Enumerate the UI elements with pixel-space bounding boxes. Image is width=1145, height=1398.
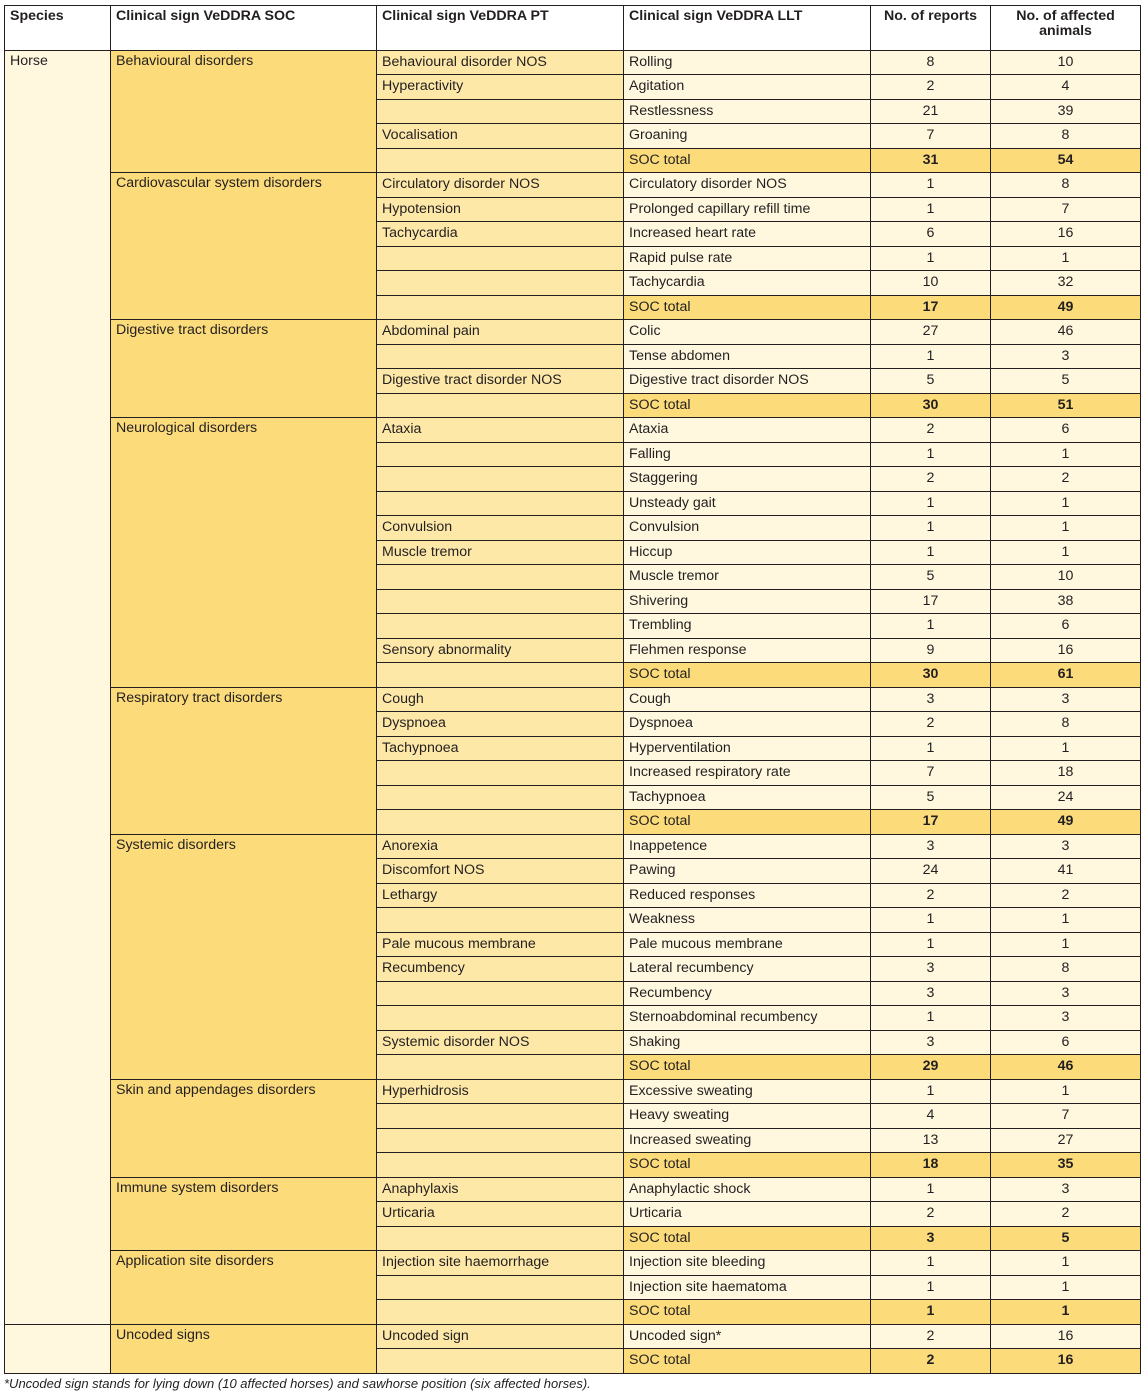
- llt-cell: SOC total: [624, 1153, 871, 1178]
- llt-cell: Cough: [624, 687, 871, 712]
- llt-cell: Restlessness: [624, 99, 871, 124]
- llt-cell: Falling: [624, 442, 871, 467]
- header-llt: Clinical sign VeDDRA LLT: [624, 6, 871, 51]
- llt-cell: Tense abdomen: [624, 344, 871, 369]
- pt-cell: [377, 271, 624, 296]
- reports-cell: 17: [871, 589, 991, 614]
- soc-cell: Respiratory tract disorders: [111, 687, 377, 834]
- table-row: [5, 1079, 1141, 1104]
- reports-cell: 1: [871, 614, 991, 639]
- reports-cell: 5: [871, 785, 991, 810]
- llt-cell: SOC total: [624, 148, 871, 173]
- llt-cell: Recumbency: [624, 981, 871, 1006]
- reports-cell: 5: [871, 369, 991, 394]
- soc-cell: Behavioural disorders: [111, 50, 377, 173]
- reports-cell: 3: [871, 1226, 991, 1251]
- species-cell: Horse: [5, 50, 111, 1324]
- table-row: [5, 50, 1141, 75]
- llt-cell: SOC total: [624, 295, 871, 320]
- pt-cell: [377, 1006, 624, 1031]
- animals-cell: 49: [991, 295, 1141, 320]
- table-row: [5, 320, 1141, 345]
- reports-cell: 1: [871, 516, 991, 541]
- reports-cell: 1: [871, 932, 991, 957]
- llt-cell: Rolling: [624, 50, 871, 75]
- footnote: *Uncoded sign stands for lying down (10 affected horses) and sawhorse position (six affected horses).: [4, 1376, 591, 1391]
- reports-cell: 3: [871, 957, 991, 982]
- animals-cell: 32: [991, 271, 1141, 296]
- animals-cell: 46: [991, 320, 1141, 345]
- pt-cell: [377, 246, 624, 271]
- pt-cell: Injection site haemorrhage: [377, 1251, 624, 1276]
- pt-cell: [377, 614, 624, 639]
- animals-cell: 16: [991, 638, 1141, 663]
- reports-cell: 4: [871, 1104, 991, 1129]
- llt-cell: Ataxia: [624, 418, 871, 443]
- llt-cell: Increased respiratory rate: [624, 761, 871, 786]
- reports-cell: 3: [871, 1030, 991, 1055]
- pt-cell: [377, 589, 624, 614]
- pt-cell: Urticaria: [377, 1202, 624, 1227]
- pt-cell: Behavioural disorder NOS: [377, 50, 624, 75]
- reports-cell: 1: [871, 1300, 991, 1325]
- llt-cell: Pale mucous membrane: [624, 932, 871, 957]
- llt-cell: SOC total: [624, 810, 871, 835]
- pt-cell: Discomfort NOS: [377, 859, 624, 884]
- pt-cell: Sensory abnormality: [377, 638, 624, 663]
- animals-cell: 39: [991, 99, 1141, 124]
- pt-cell: [377, 467, 624, 492]
- reports-cell: 17: [871, 295, 991, 320]
- llt-cell: Convulsion: [624, 516, 871, 541]
- pt-cell: Tachycardia: [377, 222, 624, 247]
- llt-cell: SOC total: [624, 1349, 871, 1374]
- pt-cell: Uncoded sign: [377, 1324, 624, 1349]
- animals-cell: 24: [991, 785, 1141, 810]
- table-row: [5, 1324, 1141, 1349]
- pt-cell: Hyperhidrosis: [377, 1079, 624, 1104]
- pt-cell: [377, 491, 624, 516]
- pt-cell: [377, 148, 624, 173]
- animals-cell: 1: [991, 540, 1141, 565]
- reports-cell: 1: [871, 1006, 991, 1031]
- animals-cell: 4: [991, 75, 1141, 100]
- pt-cell: Circulatory disorder NOS: [377, 173, 624, 198]
- llt-cell: Muscle tremor: [624, 565, 871, 590]
- llt-cell: SOC total: [624, 1226, 871, 1251]
- pt-cell: Cough: [377, 687, 624, 712]
- llt-cell: SOC total: [624, 1300, 871, 1325]
- soc-cell: Neurological disorders: [111, 418, 377, 688]
- reports-cell: 1: [871, 540, 991, 565]
- pt-cell: [377, 908, 624, 933]
- animals-cell: 18: [991, 761, 1141, 786]
- animals-cell: 8: [991, 712, 1141, 737]
- reports-cell: 3: [871, 834, 991, 859]
- animals-cell: 6: [991, 1030, 1141, 1055]
- llt-cell: Reduced responses: [624, 883, 871, 908]
- animals-cell: 46: [991, 1055, 1141, 1080]
- animals-cell: 3: [991, 1177, 1141, 1202]
- llt-cell: Shaking: [624, 1030, 871, 1055]
- table-row: [5, 834, 1141, 859]
- animals-cell: 3: [991, 344, 1141, 369]
- llt-cell: Shivering: [624, 589, 871, 614]
- pt-cell: [377, 295, 624, 320]
- llt-cell: Unsteady gait: [624, 491, 871, 516]
- animals-cell: 6: [991, 614, 1141, 639]
- animals-cell: 61: [991, 663, 1141, 688]
- reports-cell: 5: [871, 565, 991, 590]
- pt-cell: [377, 761, 624, 786]
- llt-cell: Trembling: [624, 614, 871, 639]
- llt-cell: Uncoded sign*: [624, 1324, 871, 1349]
- soc-cell: Skin and appendages disorders: [111, 1079, 377, 1177]
- llt-cell: Groaning: [624, 124, 871, 149]
- pt-cell: [377, 1104, 624, 1129]
- animals-cell: 16: [991, 1324, 1141, 1349]
- pt-cell: [377, 1275, 624, 1300]
- llt-cell: Agitation: [624, 75, 871, 100]
- animals-cell: 3: [991, 981, 1141, 1006]
- reports-cell: 1: [871, 1177, 991, 1202]
- reports-cell: 30: [871, 663, 991, 688]
- table-row: [5, 173, 1141, 198]
- table-container: [4, 5, 1140, 1374]
- header-species: Species: [5, 6, 111, 51]
- reports-cell: 9: [871, 638, 991, 663]
- pt-cell: [377, 981, 624, 1006]
- llt-cell: Circulatory disorder NOS: [624, 173, 871, 198]
- pt-cell: [377, 565, 624, 590]
- table-row: [5, 1177, 1141, 1202]
- llt-cell: Urticaria: [624, 1202, 871, 1227]
- clinical-signs-table: [4, 5, 1141, 1374]
- llt-cell: Heavy sweating: [624, 1104, 871, 1129]
- animals-cell: 3: [991, 687, 1141, 712]
- animals-cell: 5: [991, 369, 1141, 394]
- pt-cell: [377, 663, 624, 688]
- pt-cell: [377, 1349, 624, 1374]
- llt-cell: SOC total: [624, 663, 871, 688]
- pt-cell: [377, 810, 624, 835]
- reports-cell: 1: [871, 908, 991, 933]
- animals-cell: 41: [991, 859, 1141, 884]
- reports-cell: 2: [871, 883, 991, 908]
- llt-cell: Tachypnoea: [624, 785, 871, 810]
- llt-cell: Digestive tract disorder NOS: [624, 369, 871, 394]
- pt-cell: Hyperactivity: [377, 75, 624, 100]
- table-row: [5, 687, 1141, 712]
- reports-cell: 24: [871, 859, 991, 884]
- reports-cell: 1: [871, 736, 991, 761]
- reports-cell: 7: [871, 124, 991, 149]
- animals-cell: 8: [991, 173, 1141, 198]
- animals-cell: 7: [991, 197, 1141, 222]
- animals-cell: 7: [991, 1104, 1141, 1129]
- pt-cell: [377, 442, 624, 467]
- reports-cell: 1: [871, 197, 991, 222]
- llt-cell: Injection site haematoma: [624, 1275, 871, 1300]
- llt-cell: Increased heart rate: [624, 222, 871, 247]
- llt-cell: Inappetence: [624, 834, 871, 859]
- animals-cell: 5: [991, 1226, 1141, 1251]
- reports-cell: 10: [871, 271, 991, 296]
- reports-cell: 17: [871, 810, 991, 835]
- pt-cell: Anaphylaxis: [377, 1177, 624, 1202]
- reports-cell: 8: [871, 50, 991, 75]
- animals-cell: 2: [991, 1202, 1141, 1227]
- header-reports: No. of reports: [871, 6, 991, 51]
- pt-cell: Tachypnoea: [377, 736, 624, 761]
- llt-cell: Lateral recumbency: [624, 957, 871, 982]
- reports-cell: 29: [871, 1055, 991, 1080]
- llt-cell: Weakness: [624, 908, 871, 933]
- reports-cell: 1: [871, 1275, 991, 1300]
- llt-cell: Rapid pulse rate: [624, 246, 871, 271]
- reports-cell: 27: [871, 320, 991, 345]
- table-row: [5, 1251, 1141, 1276]
- llt-cell: Sternoabdominal recumbency: [624, 1006, 871, 1031]
- pt-cell: [377, 1300, 624, 1325]
- llt-cell: Pawing: [624, 859, 871, 884]
- pt-cell: [377, 1055, 624, 1080]
- animals-cell: 3: [991, 834, 1141, 859]
- reports-cell: 2: [871, 1324, 991, 1349]
- reports-cell: 2: [871, 75, 991, 100]
- pt-cell: Recumbency: [377, 957, 624, 982]
- pt-cell: Pale mucous membrane: [377, 932, 624, 957]
- pt-cell: [377, 99, 624, 124]
- llt-cell: Flehmen response: [624, 638, 871, 663]
- species-cell: [5, 1324, 111, 1373]
- animals-cell: 16: [991, 1349, 1141, 1374]
- pt-cell: Ataxia: [377, 418, 624, 443]
- reports-cell: 31: [871, 148, 991, 173]
- animals-cell: 2: [991, 467, 1141, 492]
- reports-cell: 30: [871, 393, 991, 418]
- animals-cell: 1: [991, 1079, 1141, 1104]
- animals-cell: 8: [991, 124, 1141, 149]
- llt-cell: Increased sweating: [624, 1128, 871, 1153]
- reports-cell: 1: [871, 1079, 991, 1104]
- animals-cell: 51: [991, 393, 1141, 418]
- animals-cell: 10: [991, 565, 1141, 590]
- reports-cell: 1: [871, 442, 991, 467]
- animals-cell: 2: [991, 883, 1141, 908]
- header-soc: Clinical sign VeDDRA SOC: [111, 6, 377, 51]
- llt-cell: Prolonged capillary refill time: [624, 197, 871, 222]
- reports-cell: 1: [871, 1251, 991, 1276]
- pt-cell: Convulsion: [377, 516, 624, 541]
- animals-cell: 1: [991, 1300, 1141, 1325]
- reports-cell: 2: [871, 712, 991, 737]
- animals-cell: 1: [991, 516, 1141, 541]
- header-row: [5, 6, 1141, 51]
- table-body: [5, 50, 1141, 1373]
- reports-cell: 21: [871, 99, 991, 124]
- reports-cell: 1: [871, 173, 991, 198]
- llt-cell: Tachycardia: [624, 271, 871, 296]
- animals-cell: 1: [991, 908, 1141, 933]
- soc-cell: Uncoded signs: [111, 1324, 377, 1373]
- reports-cell: 6: [871, 222, 991, 247]
- pt-cell: [377, 785, 624, 810]
- reports-cell: 3: [871, 981, 991, 1006]
- pt-cell: [377, 344, 624, 369]
- reports-cell: 2: [871, 1349, 991, 1374]
- animals-cell: 54: [991, 148, 1141, 173]
- soc-cell: Immune system disorders: [111, 1177, 377, 1251]
- animals-cell: 10: [991, 50, 1141, 75]
- animals-cell: 38: [991, 589, 1141, 614]
- animals-cell: 27: [991, 1128, 1141, 1153]
- soc-cell: Systemic disorders: [111, 834, 377, 1079]
- pt-cell: Abdominal pain: [377, 320, 624, 345]
- header-animals: No. of affected animals: [991, 6, 1141, 51]
- reports-cell: 18: [871, 1153, 991, 1178]
- pt-cell: Hypotension: [377, 197, 624, 222]
- reports-cell: 2: [871, 467, 991, 492]
- soc-cell: Cardiovascular system disorders: [111, 173, 377, 320]
- header-pt: Clinical sign VeDDRA PT: [377, 6, 624, 51]
- reports-cell: 7: [871, 761, 991, 786]
- pt-cell: Digestive tract disorder NOS: [377, 369, 624, 394]
- animals-cell: 1: [991, 1275, 1141, 1300]
- reports-cell: 13: [871, 1128, 991, 1153]
- llt-cell: Hiccup: [624, 540, 871, 565]
- llt-cell: SOC total: [624, 1055, 871, 1080]
- animals-cell: 1: [991, 932, 1141, 957]
- animals-cell: 3: [991, 1006, 1141, 1031]
- pt-cell: Anorexia: [377, 834, 624, 859]
- animals-cell: 1: [991, 442, 1141, 467]
- pt-cell: [377, 393, 624, 418]
- reports-cell: 2: [871, 1202, 991, 1227]
- pt-cell: Dyspnoea: [377, 712, 624, 737]
- llt-cell: Excessive sweating: [624, 1079, 871, 1104]
- llt-cell: SOC total: [624, 393, 871, 418]
- llt-cell: Hyperventilation: [624, 736, 871, 761]
- pt-cell: Vocalisation: [377, 124, 624, 149]
- llt-cell: Injection site bleeding: [624, 1251, 871, 1276]
- soc-cell: Digestive tract disorders: [111, 320, 377, 418]
- pt-cell: [377, 1153, 624, 1178]
- reports-cell: 2: [871, 418, 991, 443]
- reports-cell: 1: [871, 491, 991, 516]
- llt-cell: Anaphylactic shock: [624, 1177, 871, 1202]
- reports-cell: 1: [871, 344, 991, 369]
- animals-cell: 35: [991, 1153, 1141, 1178]
- pt-cell: [377, 1226, 624, 1251]
- reports-cell: 1: [871, 246, 991, 271]
- pt-cell: Systemic disorder NOS: [377, 1030, 624, 1055]
- animals-cell: 1: [991, 246, 1141, 271]
- animals-cell: 8: [991, 957, 1141, 982]
- pt-cell: [377, 1128, 624, 1153]
- pt-cell: Lethargy: [377, 883, 624, 908]
- reports-cell: 3: [871, 687, 991, 712]
- llt-cell: Staggering: [624, 467, 871, 492]
- table-row: [5, 418, 1141, 443]
- animals-cell: 1: [991, 1251, 1141, 1276]
- pt-cell: Muscle tremor: [377, 540, 624, 565]
- animals-cell: 1: [991, 491, 1141, 516]
- animals-cell: 1: [991, 736, 1141, 761]
- llt-cell: Dyspnoea: [624, 712, 871, 737]
- llt-cell: Colic: [624, 320, 871, 345]
- animals-cell: 6: [991, 418, 1141, 443]
- animals-cell: 16: [991, 222, 1141, 247]
- soc-cell: Application site disorders: [111, 1251, 377, 1325]
- animals-cell: 49: [991, 810, 1141, 835]
